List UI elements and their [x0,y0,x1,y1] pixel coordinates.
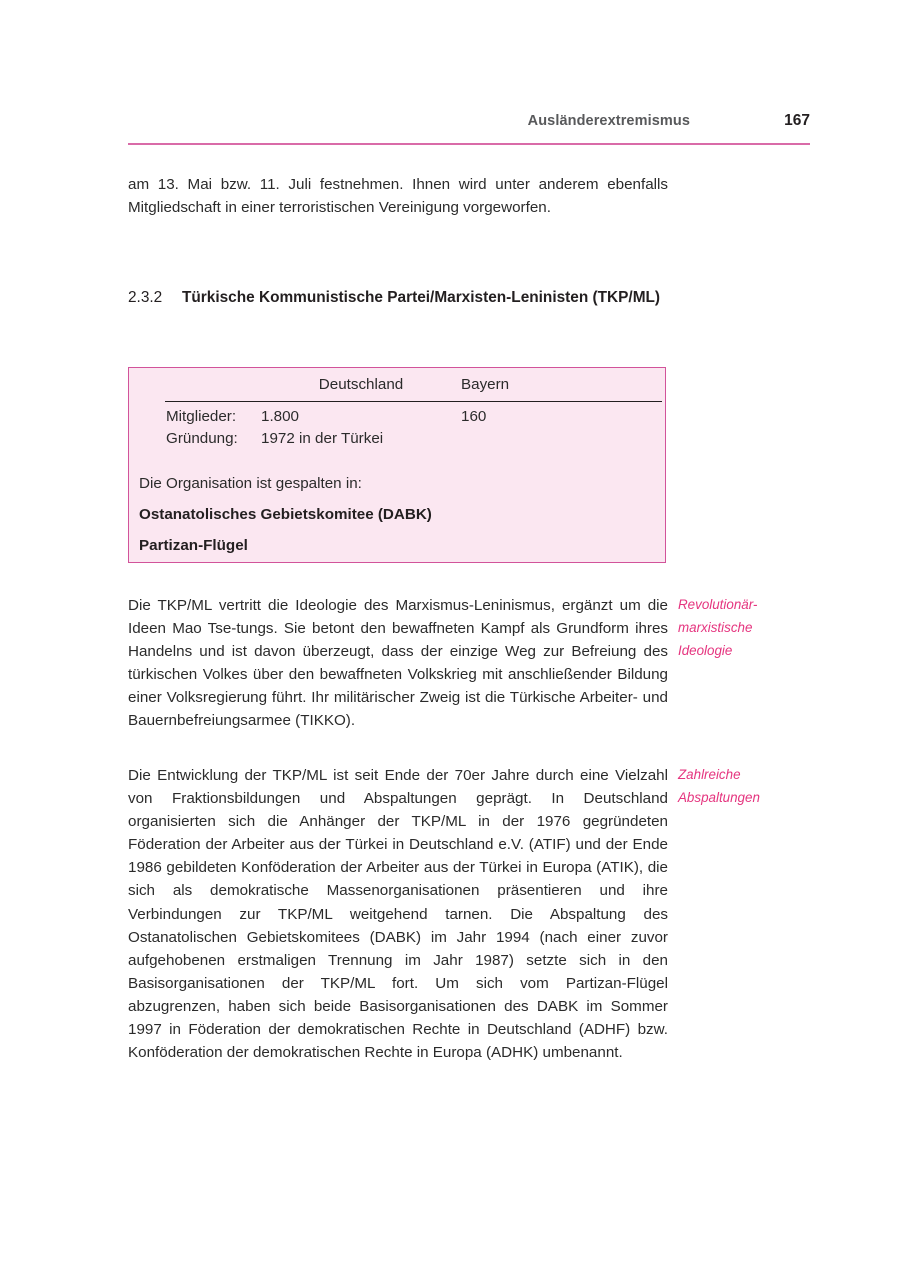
facts-table-body [166,406,626,450]
body-paragraph-1: Die TKP/ML vertritt die Ideologie des Marxismus-Leninismus, ergänzt um die Ideen Mao Tse-tungs. Sie betont den bewaffneten Kampf als Grundform ihres Handelns und ist davon überzeugt, dass der einzige Weg zur Befreiung des türkischen Volkes über den bewaffneten Volkskrieg mit anschließender Bildung einer Volksregierung führt. Ihr militärischer Zweig ist die Türkische Arbeiter- und Bauernbefreiungsarmee (TIKKO). [128,597,668,730]
body-paragraph-2: Die Entwicklung der TKP/ML ist seit Ende der 70er Jahre durch eine Vielzahl von Fraktionsbildungen und Abspaltungen geprägt. In Deutschland organisierten sich die Anhänger der TKP/ML in der 1976 gegründeten Föderation der Arbeiter aus der Türkei in Deutschland e.V. (ATIF) und der Ende 1986 gebildeten Konföderation der Arbeiter aus der Türkei in Europa (ATIK), die sich als demokratische Massenorganisationen präsentieren und ihre Verbindungen zur TKP/ML weitgehend tarnen. Die Abspaltung des Ostanatolischen Gebietskomitees (DABK) im Jahr 1994 (nach einer zuvor aufgehobenen erstmaligen Trennung im Jahr 1987) setzte sich in den Basisorganisationen der TKP/ML fort. Um sich vom Partizan-Flügel abzugrenzen, haben sich beide Basisorganisationen des DABK im Sommer 1997 in Föderation der demokratischen Rechte in Deutschland (ADHF) bzw. Konföderation der demokratischen Rechte in Europa (ADHK) umbenannt. [128,767,668,1062]
body-paragraph-block-2 [128,764,668,1064]
margin-note-splits [678,764,810,810]
row-value-members-germany: 1.800 [261,408,300,425]
margin-note-line: Ideologie [678,642,733,658]
table-header-row [166,374,626,396]
split-label: Die Organisation ist gespalten in: [139,475,362,492]
header-cell-bavaria: Bayern [461,376,510,393]
table-header-rule [165,401,662,402]
info-box-inner [129,368,665,562]
header-cell-germany: Deutschland [318,376,404,393]
page-number: 167 [784,112,810,129]
facts-table [166,374,626,396]
table-row [166,428,626,450]
row-value-founding-bavaria [461,428,626,450]
intro-paragraph: am 13. Mai bzw. 11. Juli festnehmen. Ihnen wird unter anderem ebenfalls Mitgliedschaft in einer terroristischen Vereinigung vorgeworfen. [128,176,668,217]
header-rule-divider [128,143,810,145]
body-paragraph-block-1 [128,594,668,733]
margin-note-line: marxistische [678,619,753,635]
table-row [166,406,626,428]
split-item-dabk: Ostanatolisches Gebietskomitee (DABK) [139,506,432,523]
running-head [128,112,810,138]
running-head-title: Ausländerextremismus [527,113,690,129]
row-label-members: Mitglieder: [166,408,237,425]
margin-note-ideology [678,594,810,662]
split-item-partizan: Partizan-Flügel [139,537,248,554]
section-title: Türkische Kommunistische Partei/Marxisten-Leninisten (TKP/ML) [182,289,661,306]
margin-note-line: Abspaltungen [678,789,760,805]
section-heading [128,287,673,310]
row-label-founding: Gründung: [166,430,238,447]
margin-note-line: Zahlreiche [678,767,741,782]
header-cell-label [166,374,261,396]
section-number: 2.3.2 [128,289,163,306]
organization-info-box [128,367,666,563]
row-value-members-bavaria: 160 [461,408,487,425]
intro-paragraph-block [128,173,668,219]
row-value-founding-germany: 1972 in der Türkei [261,430,384,447]
margin-note-line: Revolutionär- [678,597,758,612]
